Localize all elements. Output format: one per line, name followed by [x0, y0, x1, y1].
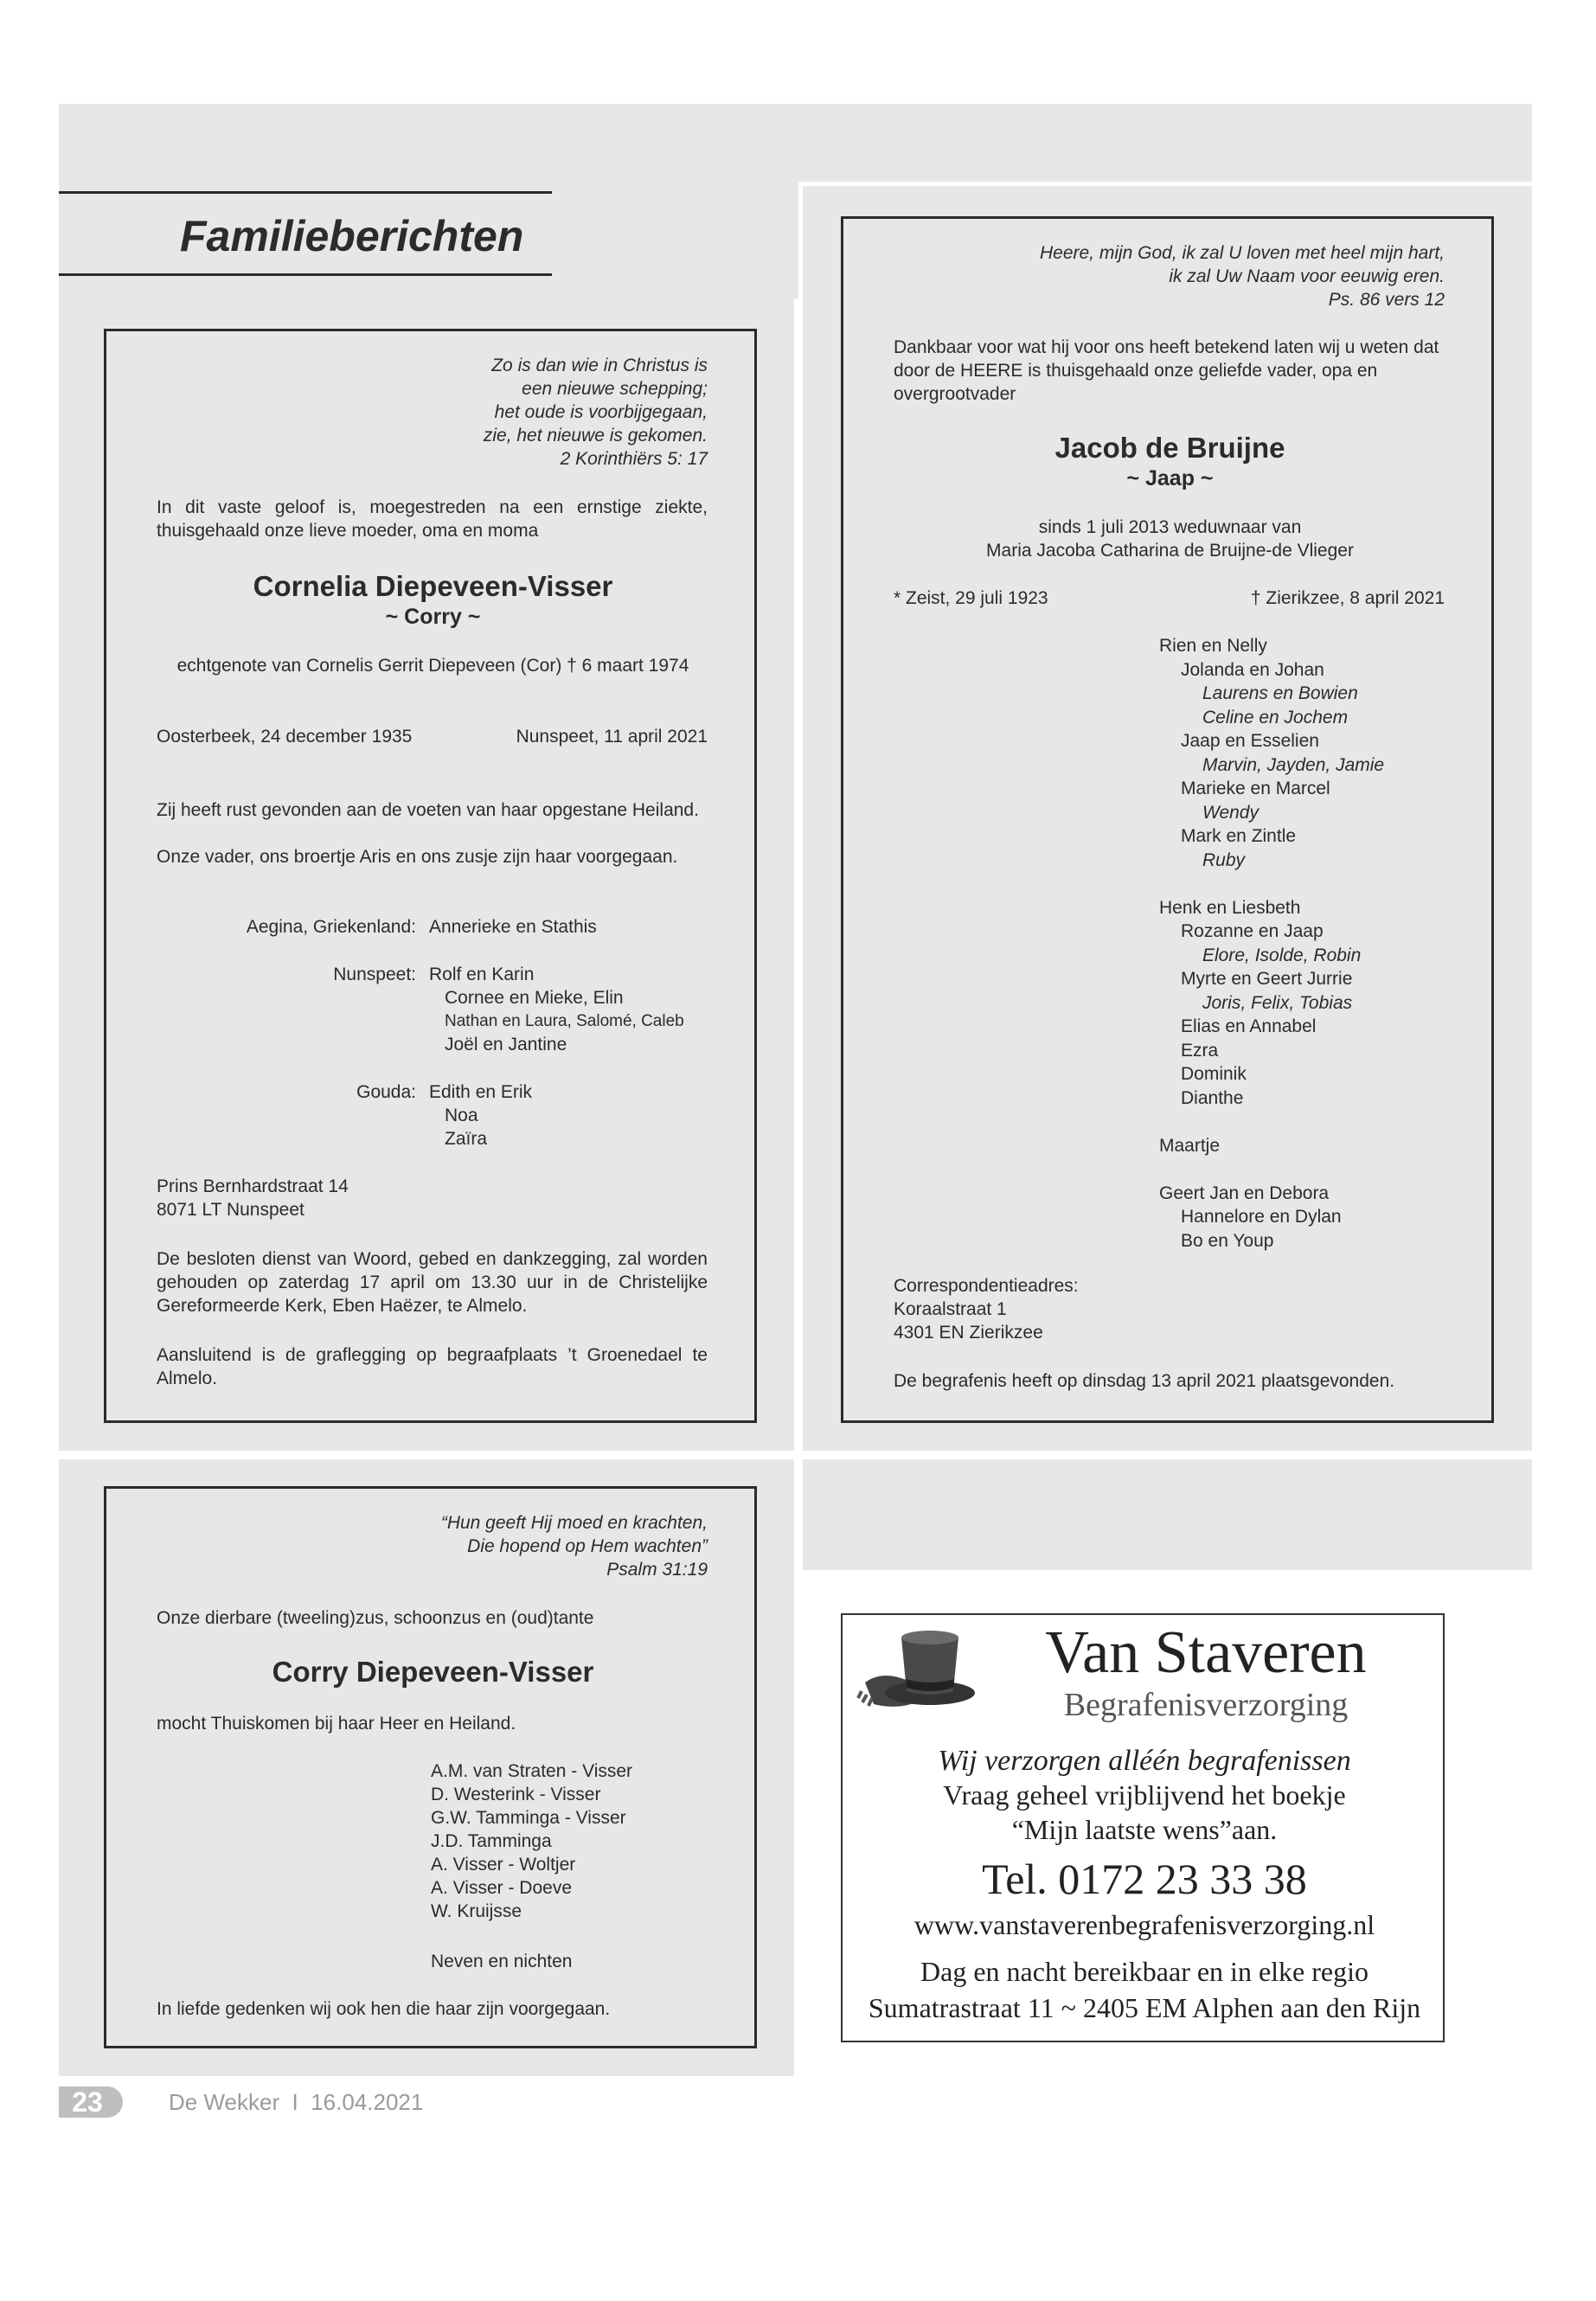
family-place: Gouda: [356, 1082, 416, 1102]
funeral-advertisement [841, 1613, 1445, 2042]
verse-reference: 2 Korinthiërs 5: 17 [560, 449, 708, 469]
family-member: Myrte en Geert Jurrie [1181, 969, 1353, 989]
family-member: Ezra [1181, 1040, 1219, 1061]
address-line: Koraalstraat 1 [894, 1299, 1007, 1319]
family-member: G.W. Tamminga - Visser [431, 1808, 626, 1828]
family-member: Geert Jan en Debora [1159, 1183, 1330, 1203]
widower-text: Maria Jacoba Catharina de Bruijne-de Vlieger [986, 541, 1354, 561]
family-place: Aegina, Griekenland: [246, 917, 416, 937]
relatives-text: Neven en nichten [431, 1952, 573, 1971]
family-list [431, 1759, 632, 1923]
verse-line: Heere, mijn God, ik zal U loven met heel mijn hart, [1039, 243, 1445, 263]
address-line: Correspondentieadres: [894, 1276, 1079, 1296]
company-subtitle: Begrafenisverzorging [1063, 1687, 1349, 1723]
family-line: Joël en Jantine [445, 1035, 567, 1054]
slogan: Wij verzorgen alléén begrafenissen [938, 1745, 1351, 1777]
title-rule-top [59, 191, 552, 194]
family-member: A.M. van Straten - Visser [431, 1761, 633, 1781]
notice-corry-diepeveen [104, 1486, 757, 2048]
section-title: Familieberichten [180, 212, 524, 260]
family-member: Jolanda en Johan [1181, 659, 1324, 680]
family-member [1159, 1110, 1384, 1134]
family-member: Mark en Zintle [1181, 826, 1297, 846]
verse-line: “Hun geeft Hij moed en krachten, [440, 1513, 708, 1533]
death-line: Nunspeet, 11 april 2021 [516, 727, 708, 747]
address-line: Prins Bernhardstraat 14 [157, 1176, 349, 1196]
family-member: Marvin, Jayden, Jamie [1202, 754, 1385, 775]
birth-line: Oosterbeek, 24 december 1935 [157, 727, 413, 747]
website-link[interactable]: www.vanstaverenbegrafenisverzorging.nl [913, 1909, 1375, 1940]
family-line: Noa [445, 1106, 478, 1125]
publication-info: De Wekker I 16.04.2021 [169, 2089, 424, 2115]
intro-text: Onze dierbare (tweeling)zus, schoonzus en (oud)tante [157, 1608, 594, 1628]
family-place: Nunspeet: [333, 965, 416, 984]
family-member: Rozanne en Jaap [1181, 921, 1324, 941]
family-member: D. Westerink - Visser [431, 1785, 601, 1804]
top-hat-and-gloves-icon [856, 1622, 977, 1717]
deceased-name: Jacob de Bruijne [1054, 432, 1285, 464]
verse [843, 241, 1445, 311]
intro-text: Dankbaar voor wat hij voor ons heeft betekend laten wij u weten dat door de HEERE is thuisgehaald onze geliefde vader, opa en overgrootvader [894, 337, 1439, 404]
funeral-text: De begrafenis heeft op dinsdag 13 april 2021 plaatsgevonden. [894, 1371, 1395, 1391]
verse-reference: Psalm 31:19 [606, 1560, 708, 1580]
verse [106, 354, 708, 471]
birth-line: * Zeist, 29 juli 1923 [894, 588, 1048, 608]
family-member: Bo en Youp [1181, 1230, 1274, 1251]
family-line: Zaïra [445, 1129, 488, 1149]
verse-line: zie, het nieuwe is gekomen. [483, 426, 708, 445]
family-member: J.D. Tamminga [431, 1831, 552, 1851]
address-line: 8071 LT Nunspeet [157, 1200, 304, 1220]
phone-number[interactable]: Tel. 0172 23 33 38 [982, 1855, 1307, 1903]
verse-line: Zo is dan wie in Christus is [491, 356, 708, 375]
remember-text: In liefde gedenken wij ook hen die haar zijn voorgegaan. [157, 1999, 611, 2019]
family-member: Rien en Nelly [1159, 636, 1267, 656]
verse [106, 1511, 708, 1581]
booklet-line: Vraag geheel vrijblijvend het boekje [943, 1779, 1346, 1811]
title-rule-bottom [59, 273, 552, 276]
page-number: 23 [72, 2086, 103, 2118]
family-member: Jaap en Esselien [1181, 731, 1319, 751]
availability: Dag en nacht bereikbaar en in elke regio [920, 1956, 1368, 1987]
family-line: Edith en Erik [429, 1082, 533, 1102]
family-line: Cornee en Mieke, Elin [445, 988, 624, 1008]
address [157, 1175, 349, 1221]
family-list [1159, 634, 1384, 1253]
address-line: 4301 EN Zierikzee [894, 1323, 1043, 1343]
family-member: Ruby [1202, 849, 1246, 870]
verse-line: Die hopend op Hem wachten” [467, 1536, 708, 1556]
deceased-name: Corry Diepeveen-Visser [272, 1656, 594, 1688]
spouse-line: echtgenote van Cornelis Gerrit Diepeveen (Cor) † 6 maart 1974 [176, 656, 689, 676]
family-member: Wendy [1202, 802, 1259, 823]
family-line: Annerieke en Stathis [429, 917, 597, 937]
homecoming-text: mocht Thuiskomen bij haar Heer en Heiland. [157, 1714, 516, 1734]
family-member: Elore, Isolde, Robin [1202, 945, 1362, 965]
booklet-line: “Mijn laatste wens”aan. [1011, 1814, 1278, 1845]
intro-text: In dit vaste geloof is, moegestreden na een ernstige ziekte, thuisgehaald onze lieve moeder, oma en moma [157, 497, 708, 541]
family-member: Elias en Annabel [1181, 1016, 1317, 1036]
family-member: Dominik [1181, 1064, 1247, 1084]
family-member: Joris, Felix, Tobias [1202, 992, 1353, 1013]
ad-address: Sumatrastraat 11 ~ 2405 EM Alphen aan den Rijn [868, 1992, 1421, 2023]
family-line: Nathan en Laura, Salomé, Caleb [445, 1012, 684, 1030]
deceased-name: Cornelia Diepeveen-Visser [253, 570, 613, 602]
death-line: † Zierikzee, 8 april 2021 [1250, 588, 1445, 608]
deceased-nickname: ~ Corry ~ [385, 605, 481, 629]
company-name: Van Staveren [1045, 1619, 1367, 1686]
verse-line: het oude is voorbijgegaan, [494, 402, 708, 422]
family-member: Laurens en Bowien [1202, 683, 1358, 703]
family-member: Maartje [1159, 1135, 1221, 1156]
family-member [1159, 1157, 1384, 1182]
right-bottom-panel [803, 1459, 1532, 1570]
preceded-text: Onze vader, ons broertje Aris en ons zusje zijn haar voorgegaan. [157, 847, 678, 867]
verse-line: ik zal Uw Naam voor eeuwig eren. [1169, 266, 1445, 286]
family-member: W. Kruijsse [431, 1901, 522, 1921]
family-member: Hannelore en Dylan [1181, 1207, 1342, 1227]
burial-text: Aansluitend is de graflegging op begraafplaats ’t Groenedael te Almelo. [157, 1345, 708, 1388]
widower-text: sinds 1 juli 2013 weduwnaar van [1038, 517, 1302, 537]
family-member [1159, 872, 1384, 896]
notice-jacob-de-bruijne [841, 216, 1494, 1423]
family-member: A. Visser - Doeve [431, 1878, 573, 1898]
notice-cornelia-diepeveen [104, 329, 757, 1423]
deceased-nickname: ~ Jaap ~ [1126, 466, 1214, 490]
rest-text: Zij heeft rust gevonden aan de voeten van haar opgestane Heiland. [157, 800, 699, 820]
widower-line [843, 516, 1497, 562]
service-text: De besloten dienst van Woord, gebed en dankzegging, zal worden gehouden op zaterdag 17 april om 13.30 uur in de Christelijke Gereformeerde Kerk, Eben Haëzer, te Almelo. [157, 1249, 708, 1316]
family-member: Celine en Jochem [1202, 707, 1349, 727]
family-member: A. Visser - Woltjer [431, 1855, 576, 1875]
family-member: Henk en Liesbeth [1159, 897, 1301, 918]
verse-reference: Ps. 86 vers 12 [1328, 290, 1445, 310]
correspondence-address [894, 1274, 1079, 1344]
family-line: Rolf en Karin [429, 965, 535, 984]
top-banner [59, 104, 1532, 182]
verse-line: een nieuwe schepping; [522, 379, 708, 399]
family-member: Marieke en Marcel [1181, 779, 1330, 798]
family-member: Dianthe [1181, 1087, 1244, 1108]
